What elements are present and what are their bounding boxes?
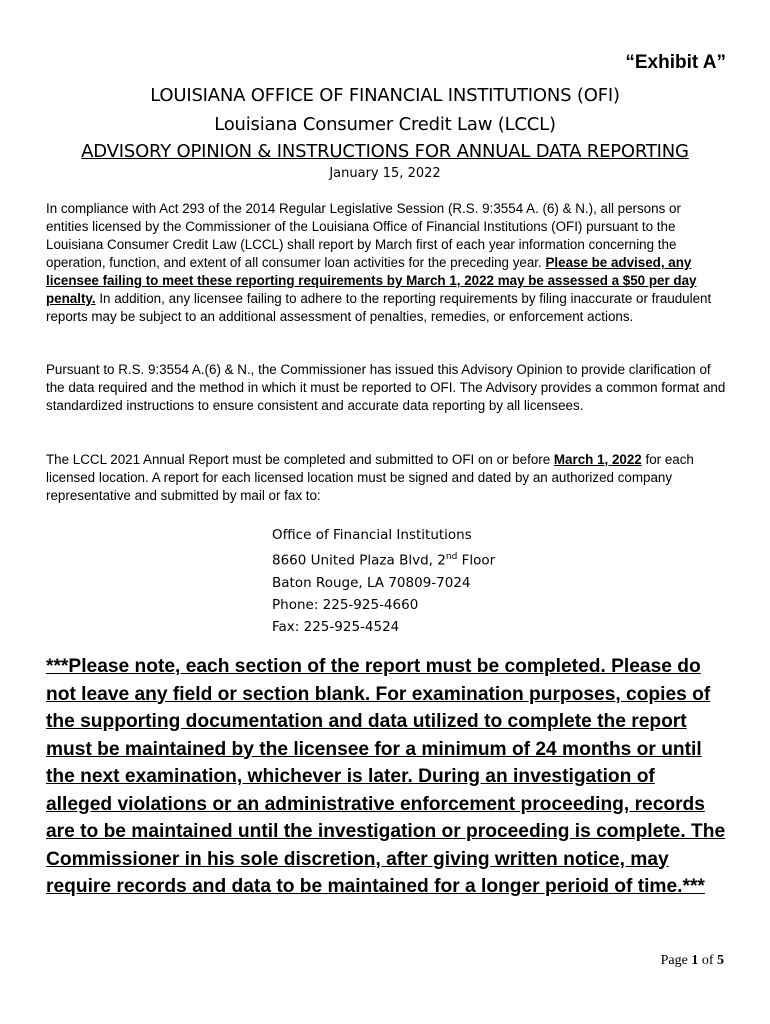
retention-note: ***Please note, each section of the report must be completed. Please do not leave any field or section blank. For examination purposes, copies of the supporting documentation and data utilized to complete the report must be maintained by the licensee for a minimum of 24 months or until the next examination, whichever is later. During an investigation of alleged violations or an administrative enforcement proceeding, records are to be maintained until the investigation or proceeding is complete. The Commissioner in his sole discretion, after giving written notice, may require records and data to be maintained for a longer perioid of time.*** [46,656,726,897]
law-title: Louisiana Consumer Credit Law (LCCL) [214,114,556,135]
submission-tail: for each licensed location. A report for each licensed location must be signed and dated by an authorized company representative and submitted by mail or fax to: [46,452,694,503]
compliance-text: In compliance with Act 293 of the 2014 Regular Legislative Session (R.S. 9:3554 A. (6) & N.), all persons or entities licensed by the Commissioner of the Louisiana Office of Financial Institutions (OFI) pursuant to the Louisiana Consumer Credit Law (LCCL) shall report by March first of each year information concerning the operation, function, and extent of all consumer loan activities for the preceding year. [46,201,681,270]
compliance-paragraph [46,200,726,326]
compliance-tail: In addition, any licensee failing to adhere to the reporting requirements by filing inaccurate or fraudulent reports may be subject to an additional assessment of penalties, remedies, or enforcement actions. [46,291,712,324]
address-city: Baton Rouge, LA 70809-7024 [272,574,471,591]
address-name: Office of Financial Institutions [272,527,472,543]
document-date: January 15, 2022 [329,166,441,181]
subject-title: ADVISORY OPINION & INSTRUCTIONS FOR ANNUAL DATA REPORTING [81,141,689,162]
pursuant-paragraph: Pursuant to R.S. 9:3554 A.(6) & N., the Commissioner has issued this Advisory Opinion to provide clarification of the data required and the method in which it must be reported to OFI. The Advisory provides a common format and standardized instructions to ensure consistent and accurate data reporting by all licensees. [46,362,726,413]
submission-text: The LCCL 2021 Annual Report must be completed and submitted to OFI on or before [46,452,554,467]
address-street: 8660 United Plaza Blvd, 2nd Floor [272,552,496,569]
deadline-date: March 1, 2022 [553,452,642,467]
submission-paragraph [46,451,726,505]
exhibit-label: “Exhibit A” [625,52,726,73]
address-fax: Fax: 225-925-4524 [272,618,400,635]
page-number: Page 1 of 5 [660,953,724,968]
address-phone: Phone: 225-925-4660 [272,596,419,613]
agency-title: LOUISIANA OFFICE OF FINANCIAL INSTITUTIONS (OFI) [150,85,620,106]
penalty-warning: Please be advised, any licensee failing to meet these reporting requirements by March 1, 2022 may be assessed a $50 per day penalty. [46,255,697,306]
mailing-address [272,524,495,638]
